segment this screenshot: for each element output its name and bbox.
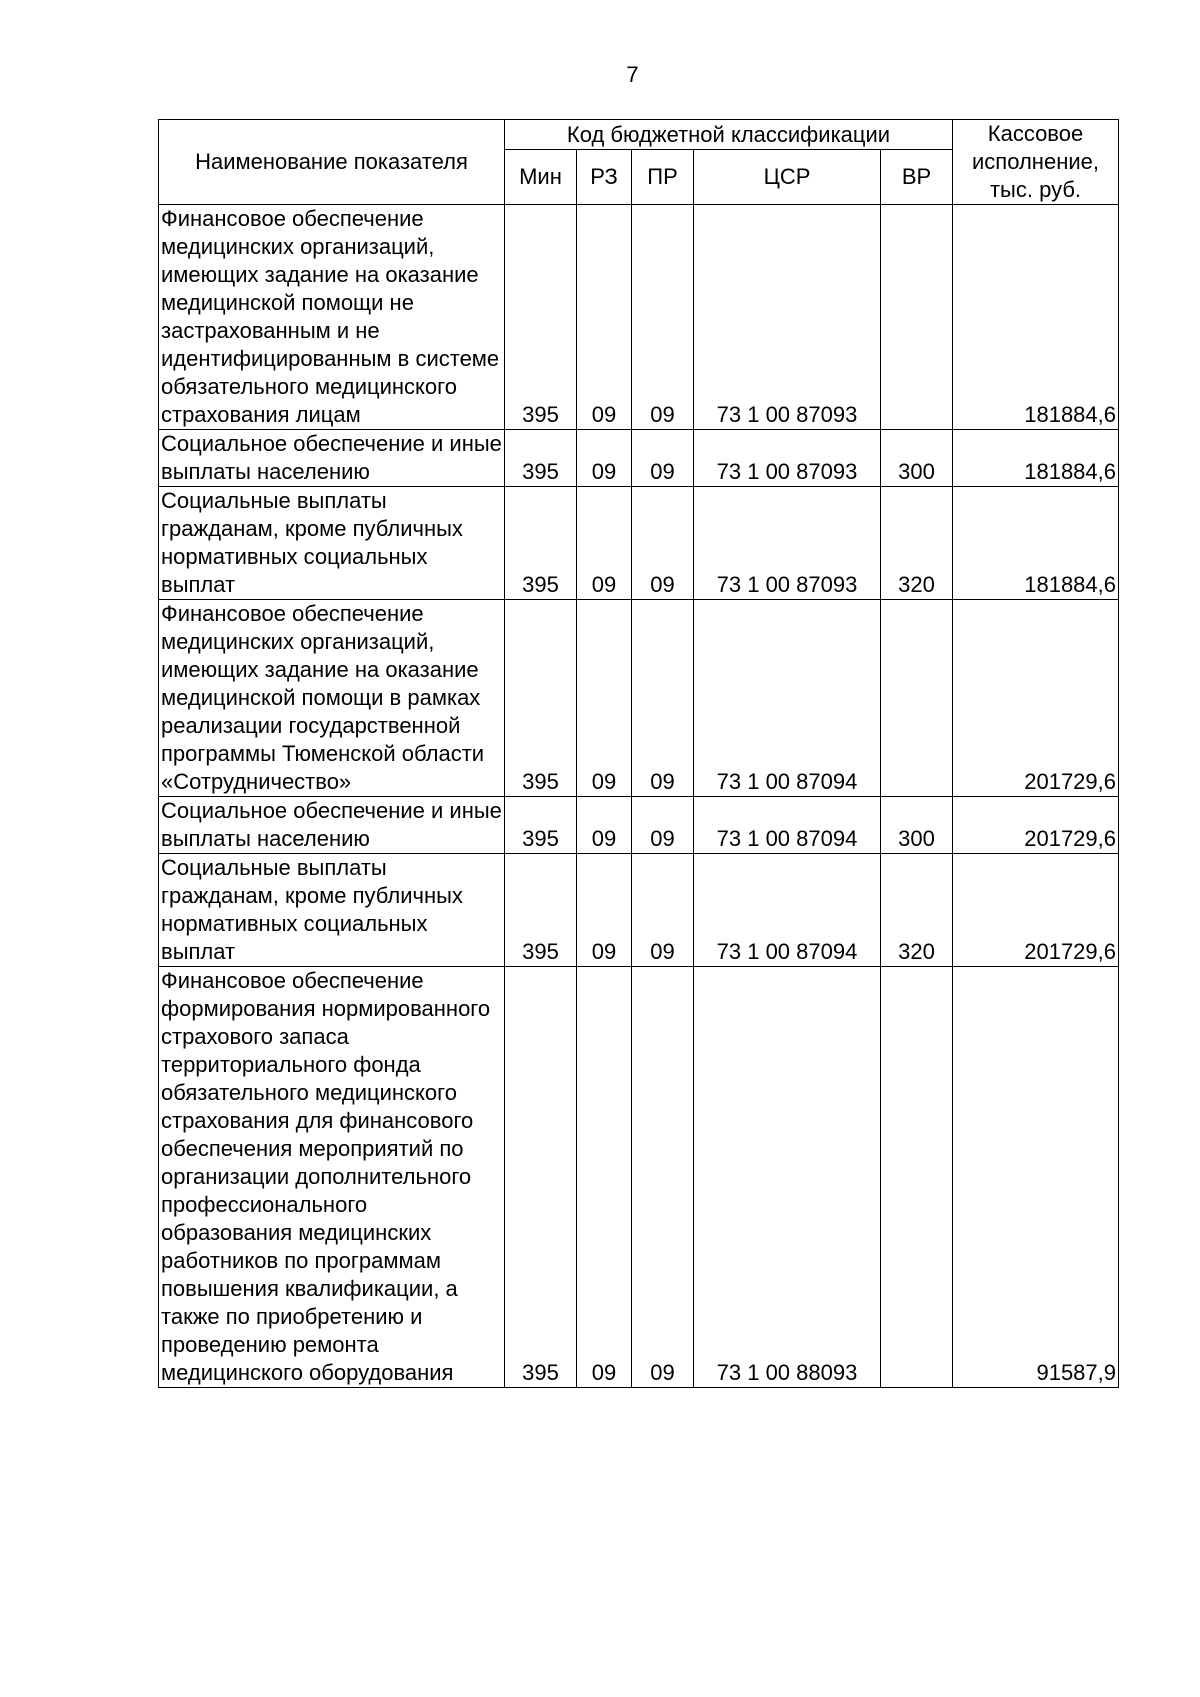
header-csr: ЦСР xyxy=(694,150,881,205)
header-min: Мин xyxy=(505,150,577,205)
row-csr: 73 1 00 88093 xyxy=(694,967,881,1388)
header-rz: РЗ xyxy=(577,150,632,205)
row-amount: 201729,6 xyxy=(953,797,1119,854)
row-pr: 09 xyxy=(632,205,694,430)
row-pr: 09 xyxy=(632,600,694,797)
row-name: Социальные выплаты гражданам, кроме публичных нормативных социальных выплат xyxy=(159,854,505,967)
row-rz: 09 xyxy=(577,205,632,430)
row-csr: 73 1 00 87093 xyxy=(694,430,881,487)
header-pr: ПР xyxy=(632,150,694,205)
row-vr xyxy=(881,600,953,797)
row-min: 395 xyxy=(505,430,577,487)
header-name: Наименование показателя xyxy=(159,120,505,205)
table-row xyxy=(159,430,1119,487)
header-amount: Кассовое исполнение, тыс. руб. xyxy=(953,120,1119,205)
row-pr: 09 xyxy=(632,854,694,967)
row-min: 395 xyxy=(505,797,577,854)
row-pr: 09 xyxy=(632,487,694,600)
row-min: 395 xyxy=(505,967,577,1388)
budget-table xyxy=(158,119,1119,1388)
row-vr xyxy=(881,205,953,430)
row-amount: 181884,6 xyxy=(953,430,1119,487)
row-name: Финансовое обеспечение медицинских организаций, имеющих задание на оказание медицинской помощи не застрахованным и не идентифицированным в системе обязательного медицинского страхования лицам xyxy=(159,205,505,430)
row-vr: 300 xyxy=(881,430,953,487)
row-csr: 73 1 00 87094 xyxy=(694,600,881,797)
row-pr: 09 xyxy=(632,967,694,1388)
row-csr: 73 1 00 87093 xyxy=(694,205,881,430)
row-name: Финансовое обеспечение медицинских организаций, имеющих задание на оказание медицинской помощи в рамках реализации государственной программы Тюменской области «Сотрудничество» xyxy=(159,600,505,797)
row-vr: 320 xyxy=(881,854,953,967)
row-rz: 09 xyxy=(577,430,632,487)
header-vr: ВР xyxy=(881,150,953,205)
row-csr: 73 1 00 87094 xyxy=(694,797,881,854)
row-min: 395 xyxy=(505,205,577,430)
row-amount: 201729,6 xyxy=(953,854,1119,967)
row-amount: 181884,6 xyxy=(953,205,1119,430)
row-min: 395 xyxy=(505,600,577,797)
table-row xyxy=(159,797,1119,854)
row-pr: 09 xyxy=(632,797,694,854)
row-pr: 09 xyxy=(632,430,694,487)
row-amount: 181884,6 xyxy=(953,487,1119,600)
row-csr: 73 1 00 87093 xyxy=(694,487,881,600)
row-rz: 09 xyxy=(577,854,632,967)
table-row xyxy=(159,600,1119,797)
row-amount: 201729,6 xyxy=(953,600,1119,797)
row-name: Финансовое обеспечение формирования нормированного страхового запаса территориального фонда обязательного медицинского страхования для финансового обеспечения мероприятий по организации дополнительного профессионального образования медицинских работников по программам повышения квалификации, а также по приобретению и проведению ремонта медицинского оборудования xyxy=(159,967,505,1388)
row-min: 395 xyxy=(505,487,577,600)
row-vr: 300 xyxy=(881,797,953,854)
table-row xyxy=(159,854,1119,967)
row-rz: 09 xyxy=(577,487,632,600)
row-name: Социальное обеспечение и иные выплаты населению xyxy=(159,797,505,854)
table-row xyxy=(159,205,1119,430)
page-number: 7 xyxy=(626,62,639,87)
row-name: Социальное обеспечение и иные выплаты населению xyxy=(159,430,505,487)
row-amount: 91587,9 xyxy=(953,967,1119,1388)
table-body xyxy=(159,205,1119,1388)
table-header xyxy=(159,120,1119,205)
row-vr: 320 xyxy=(881,487,953,600)
table-row xyxy=(159,967,1119,1388)
row-vr xyxy=(881,967,953,1388)
table-row xyxy=(159,487,1119,600)
row-csr: 73 1 00 87094 xyxy=(694,854,881,967)
row-rz: 09 xyxy=(577,600,632,797)
row-rz: 09 xyxy=(577,797,632,854)
header-code-group: Код бюджетной классификации xyxy=(505,120,953,150)
row-name: Социальные выплаты гражданам, кроме публичных нормативных социальных выплат xyxy=(159,487,505,600)
row-rz: 09 xyxy=(577,967,632,1388)
row-min: 395 xyxy=(505,854,577,967)
